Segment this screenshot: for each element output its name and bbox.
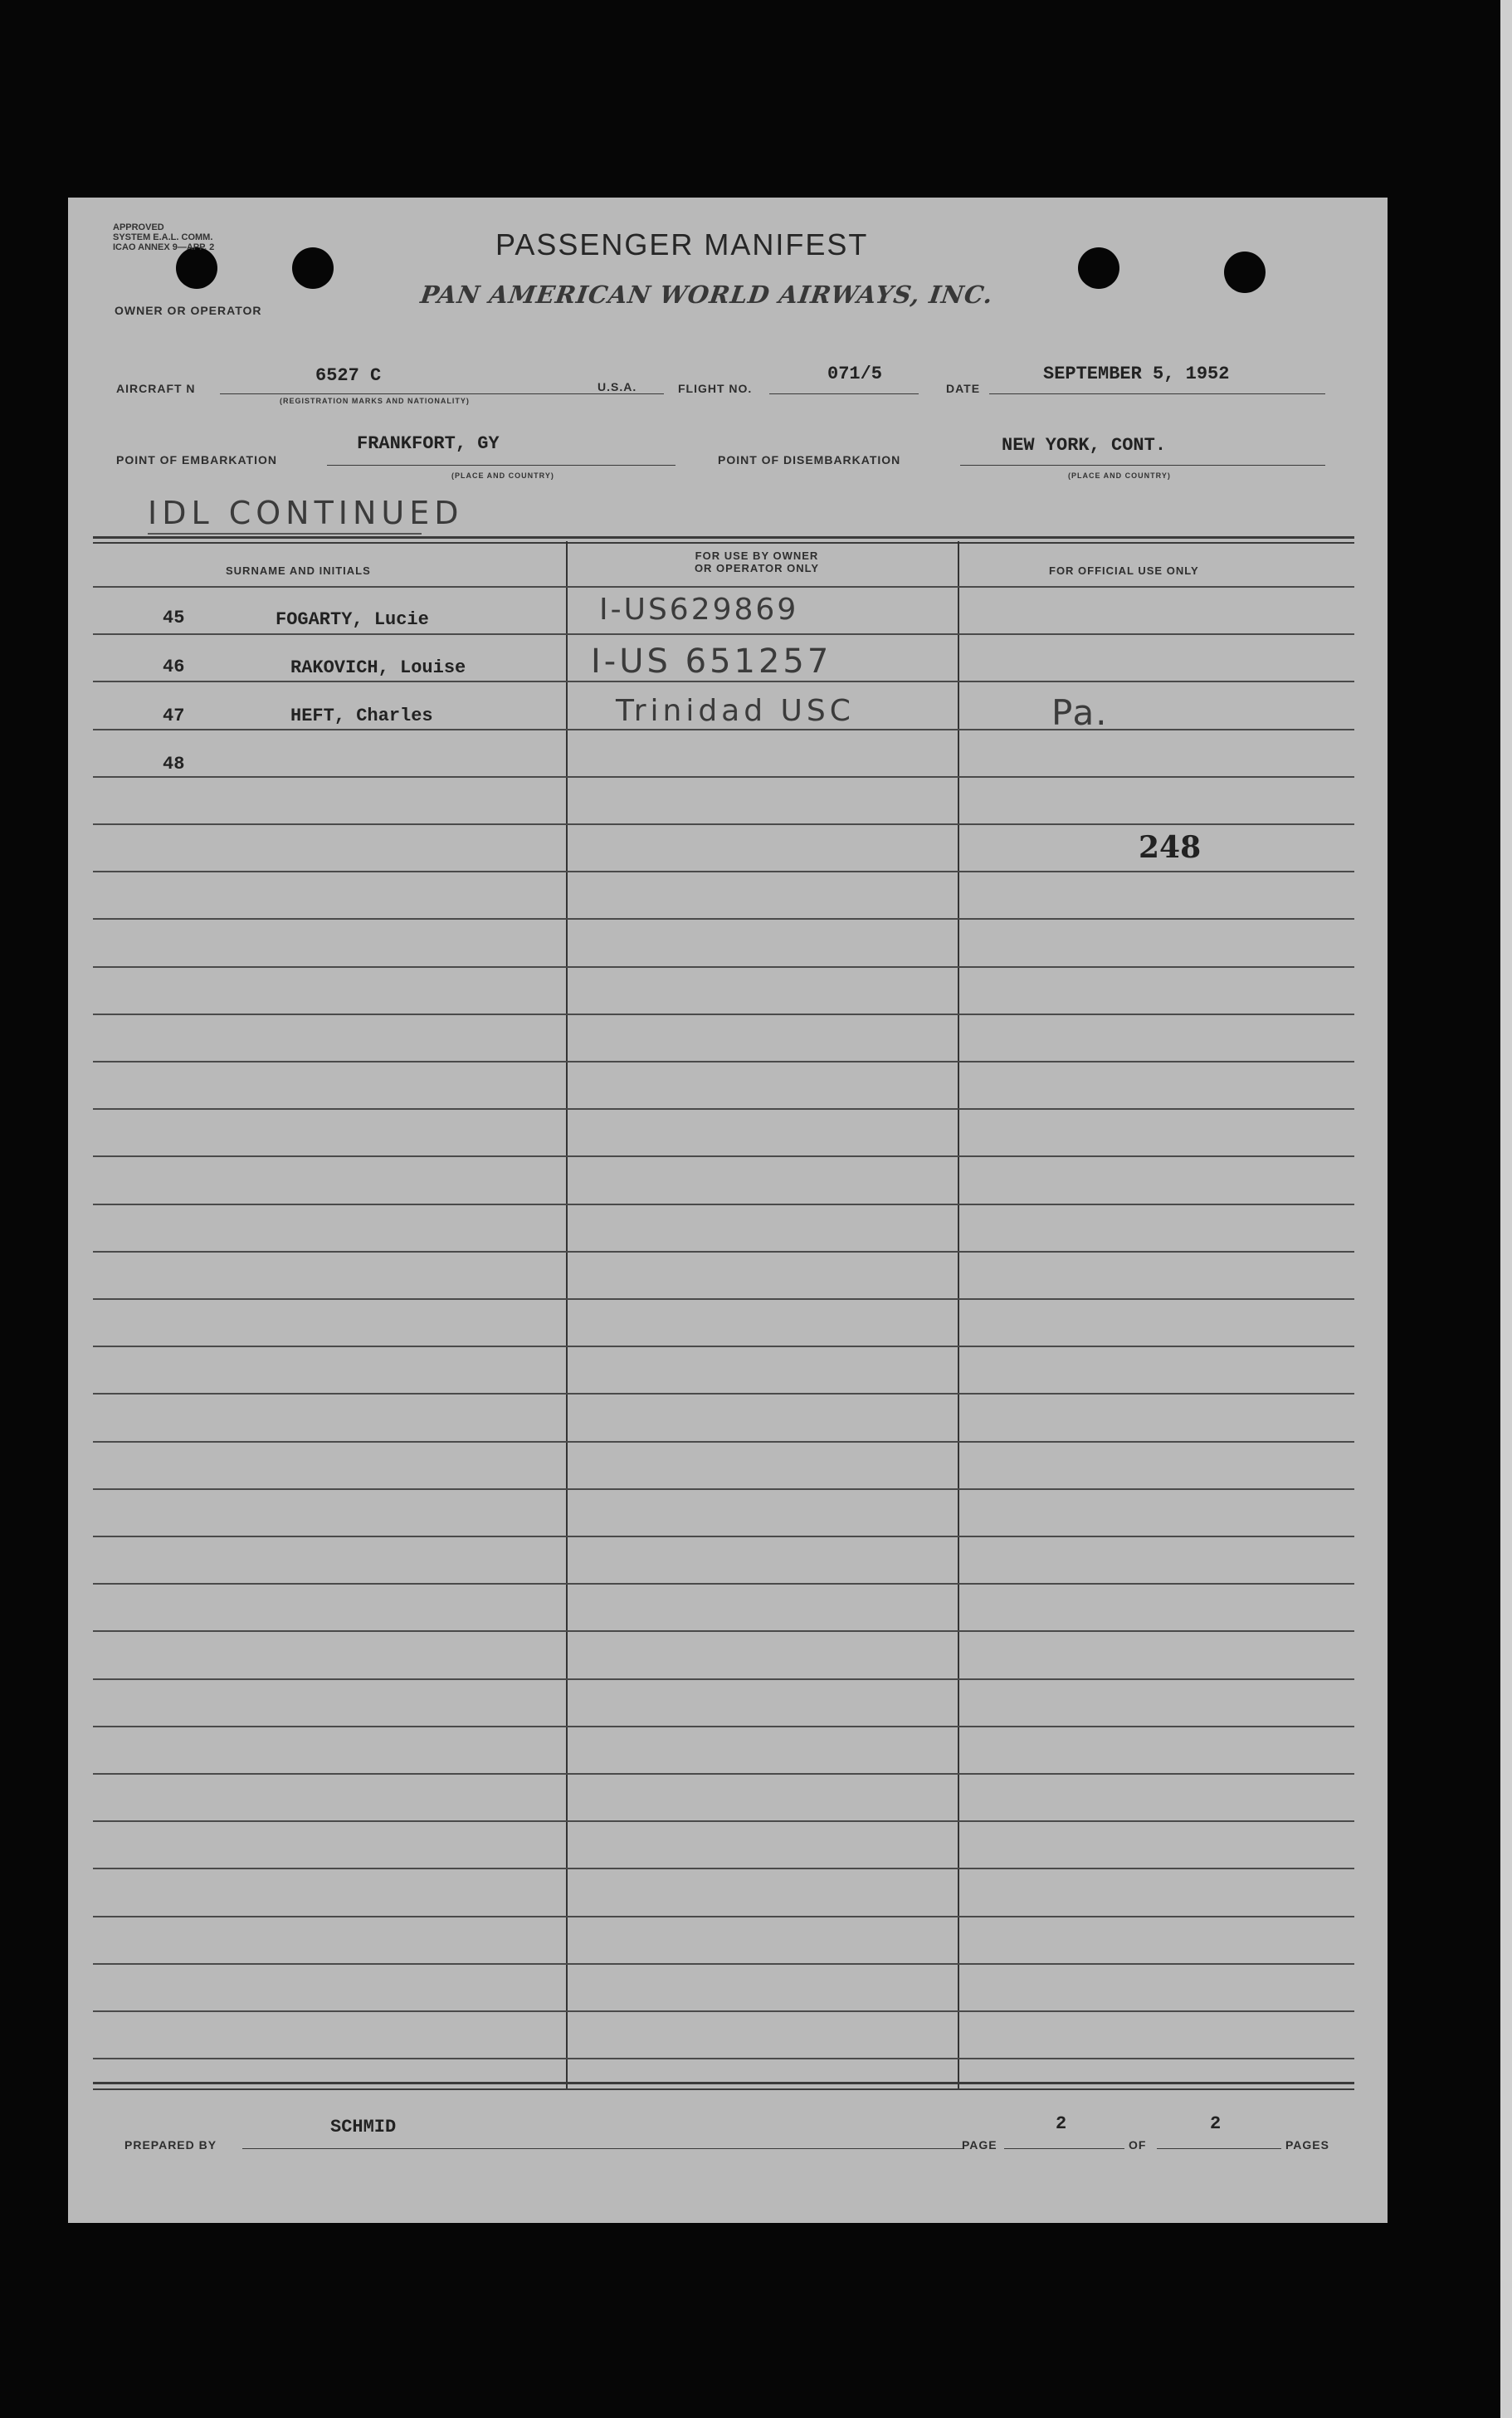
prepared-value: SCHMID [330,2117,397,2137]
flight-label: FLIGHT NO. [678,382,753,395]
scan-edge [1500,0,1512,2418]
col-header-owner-line: OR OPERATOR ONLY [694,562,820,574]
table-rule-line [93,633,1354,635]
prepared-label: PREPARED BY [124,2138,217,2152]
row-number: 46 [163,657,185,677]
table-rule-line [93,1155,1354,1157]
stamp-number: 248 [1139,830,1202,865]
table-rule-line [93,1773,1354,1775]
table-rule-line [93,1061,1354,1062]
table-rule-line [93,1108,1354,1110]
aircraft-underline [220,393,664,394]
approval-line: APPROVED [113,222,164,232]
table-rule-line [93,1678,1354,1680]
table-rule-line [93,1963,1354,1965]
table-top-rule [93,542,1354,544]
embark-value: FRANKFORT, GY [357,433,500,454]
col-header-names: SURNAME AND INITIALS [226,564,371,577]
table-rule-line [93,729,1354,730]
form-title: PASSENGER MANIFEST [495,227,869,261]
table-rule-line [93,1536,1354,1537]
disembark-caption: (PLACE AND COUNTRY) [1068,471,1171,480]
column-divider [958,541,959,2088]
table-bottom-rule [93,2082,1354,2084]
aircraft-label: AIRCRAFT N [116,382,196,395]
embark-caption: (PLACE AND COUNTRY) [451,471,554,480]
table-rule-line [93,1488,1354,1490]
owner-note: I-US 651257 [591,642,832,681]
col-header-owner [674,550,840,574]
table-rule-line [93,823,1354,825]
page-underline [1004,2148,1124,2149]
disembark-underline [960,465,1325,466]
date-value: SEPTEMBER 5, 1952 [1043,364,1230,384]
handwritten-annotation: IDL CONTINUED [148,495,464,531]
owner-label: OWNER OR OPERATOR [115,304,262,317]
table-rule-line [93,1346,1354,1347]
aircraft-value: 6527 C [315,365,382,386]
page-label: PAGE [962,2138,997,2152]
usa-label: U.S.A. [597,380,637,393]
flight-underline [769,393,919,394]
table-rule-line [93,1630,1354,1632]
table-rule-line [93,1393,1354,1395]
registration-caption: (REGISTRATION MARKS AND NATIONALITY) [280,397,470,405]
airline-name: PAN AMERICAN WORLD AIRWAYS, INC. [418,281,996,309]
table-rule-line [93,2058,1354,2059]
of-value: 2 [1210,2113,1222,2134]
table-rule-line [93,776,1354,778]
flight-value: 071/5 [827,364,883,384]
table-rule-line [93,1251,1354,1253]
pages-label: PAGES [1285,2138,1329,2152]
prepared-underline [242,2148,964,2149]
passenger-name: HEFT, Charles [290,706,433,726]
embark-label: POINT OF EMBARKATION [116,453,277,467]
binder-hole [292,247,334,289]
table-rule-line [93,1726,1354,1727]
table-rule-line [93,871,1354,872]
date-label: DATE [946,382,981,395]
column-divider [566,541,568,2088]
owner-note: Trinidad USC [616,694,855,728]
col-header-official: FOR OFFICIAL USE ONLY [1049,564,1199,577]
table-rule-line [93,1820,1354,1822]
date-underline [989,393,1325,394]
page-value: 2 [1056,2113,1067,2134]
embark-underline [327,465,676,466]
of-label: OF [1129,2138,1147,2152]
table-rule-line [93,1014,1354,1015]
passenger-name: RAKOVICH, Louise [290,657,466,678]
table-rule-line [93,681,1354,682]
official-note: Pa. [1051,692,1109,733]
table-rule-line [93,966,1354,968]
col-header-owner-line: FOR USE BY OWNER [695,550,819,562]
table-rule-line [93,1204,1354,1205]
table-top-rule [93,536,1354,539]
binder-hole [1224,252,1266,293]
disembark-value: NEW YORK, CONT. [1002,435,1167,456]
approval-line: SYSTEM E.A.L. COMM. [113,232,213,242]
of-underline [1157,2148,1281,2149]
owner-note: I-US629869 [599,593,799,627]
table-rule-line [93,2010,1354,2012]
approval-line: ICAO ANNEX 9—APP. 2 [113,242,215,252]
table-rule-line [93,1868,1354,1869]
manifest-sheet [68,198,1388,2223]
passenger-name: FOGARTY, Lucie [276,609,429,630]
annotation-underline [148,533,422,535]
row-number: 48 [163,754,185,774]
row-number: 47 [163,706,185,726]
table-rule-line [93,1916,1354,1917]
binder-hole [176,247,217,289]
table-rule-line [93,586,1354,588]
table-rule-line [93,1441,1354,1443]
binder-hole [1078,247,1119,289]
row-number: 45 [163,608,185,628]
disembark-label: POINT OF DISEMBARKATION [718,453,901,467]
table-rule-line [93,918,1354,920]
table-rule-line [93,1298,1354,1300]
table-bottom-rule [93,2088,1354,2090]
table-rule-line [93,1583,1354,1585]
approval-note [113,222,214,252]
